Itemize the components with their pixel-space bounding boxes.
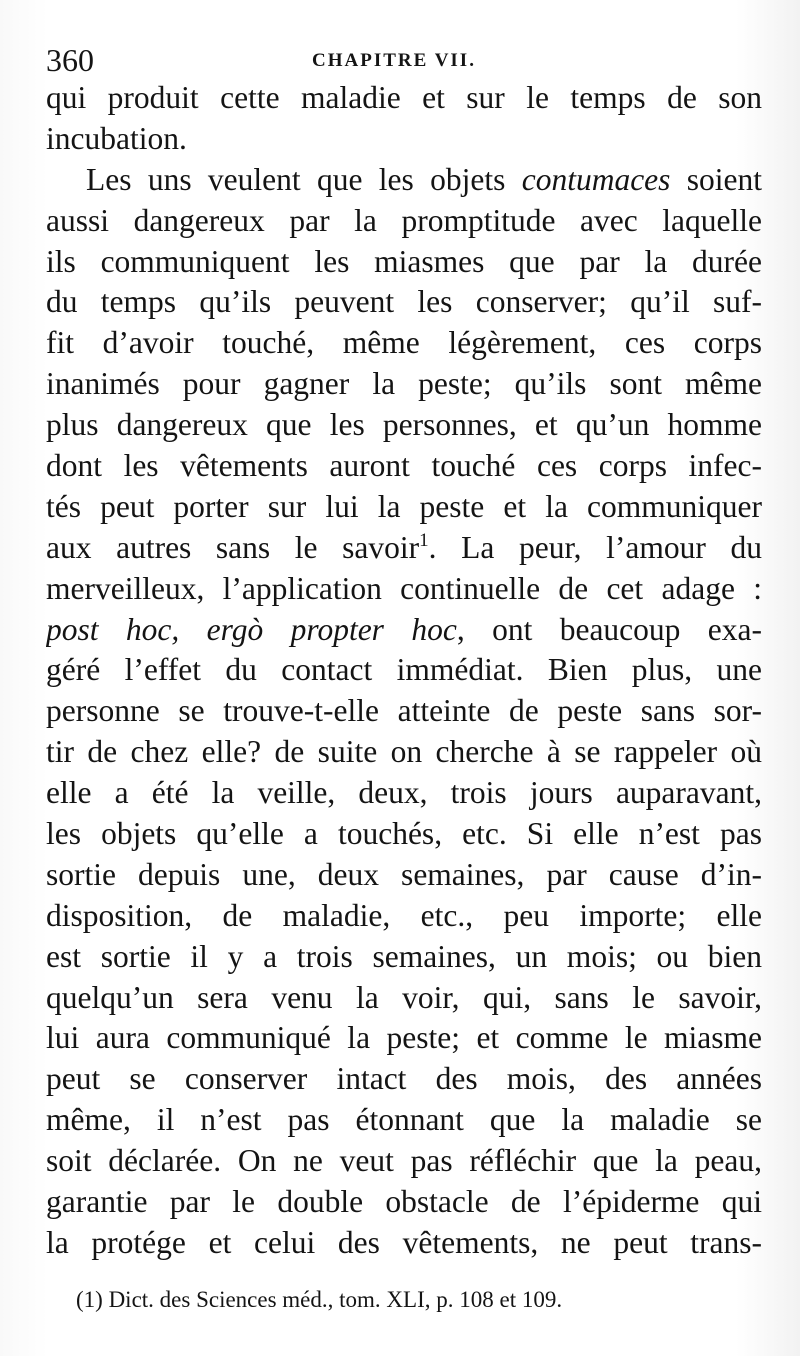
- text-line: quelqu’un sera venu la voir, qui, sans le savoir,: [46, 979, 762, 1015]
- footnote-reference[interactable]: 1: [419, 529, 429, 551]
- text-line: géré l’effet du contact immédiat. Bien plus, une: [46, 652, 762, 688]
- text-line: elle a été la veille, deux, trois jours auparavant,: [46, 775, 762, 811]
- text-line: les objets qu’elle a touchés, etc. Si elle n’est pas: [46, 816, 762, 852]
- running-head: CHAPITRE VII.: [312, 50, 476, 71]
- text-line: est sortie il y a trois semaines, un mois; ou bien: [46, 938, 762, 974]
- text-line: même, il n’est pas étonnant que la maladie se: [46, 1102, 762, 1138]
- latin-maxim: post hoc, ergò propter hoc: [46, 611, 457, 647]
- text-line: ils communiquent les miasmes que par la durée: [46, 243, 762, 279]
- text-line-end: , ont beaucoup exa-: [456, 611, 762, 647]
- text-line: merveilleux, l’application continuelle de cet adage :: [46, 570, 762, 606]
- text-line-start: Les uns veulent que les objets: [86, 161, 522, 197]
- text-line-end: . La peur, l’amour du: [428, 529, 762, 565]
- text-line: soit déclarée. On ne veut pas réfléchir que la peau,: [46, 1143, 762, 1179]
- text-line: disposition, de maladie, etc., peu importe; elle: [46, 897, 762, 933]
- text-line: qui produit cette maladie et sur le temps de son: [46, 80, 762, 115]
- body-text: [46, 78, 762, 1264]
- text-line: peut se conserver intact des mois, des années: [46, 1061, 762, 1097]
- text-line: dont les vêtements auront touché ces corps infec-: [46, 448, 762, 484]
- text-line: aussi dangereux par la promptitude avec laquelle: [46, 202, 762, 238]
- text-line: personne se trouve-t-elle atteinte de peste sans sor-: [46, 693, 762, 729]
- italic-term: contumaces: [521, 161, 671, 197]
- text-line: [46, 160, 762, 201]
- text-line: garantie par le double obstacle de l’épiderme qui: [46, 1184, 762, 1220]
- text-line: plus dangereux que les personnes, et qu’un homme: [46, 407, 762, 443]
- text-line: [46, 610, 762, 651]
- text-line: lui aura communiqué la peste; et comme le miasme: [46, 1020, 762, 1056]
- text-line: inanimés pour gagner la peste; qu’ils sont même: [46, 366, 762, 402]
- text-line-start: aux autres sans le savoir: [46, 529, 420, 565]
- text-line: tir de chez elle? de suite on cherche à se rappeler où: [46, 734, 762, 770]
- text-line-end: soient: [670, 161, 762, 197]
- text-line: sortie depuis une, deux semaines, par cause d’in-: [46, 856, 762, 892]
- footnote: (1) Dict. des Sciences méd., tom. XLI, p. 108 et 109.: [76, 1287, 563, 1312]
- text-line: tés peut porter sur lui la peste et la communiquer: [46, 488, 762, 524]
- text-line: incubation.: [46, 120, 187, 156]
- text-line: [46, 528, 762, 569]
- page-header: [46, 40, 762, 80]
- page-number: 360: [46, 42, 94, 78]
- text-line: la protége et celui des vêtements, ne peut trans-: [46, 1224, 762, 1260]
- text-line: du temps qu’ils peuvent les conserver; qu’il suf-: [46, 284, 762, 320]
- text-line: fit d’avoir touché, même légèrement, ces corps: [46, 325, 762, 361]
